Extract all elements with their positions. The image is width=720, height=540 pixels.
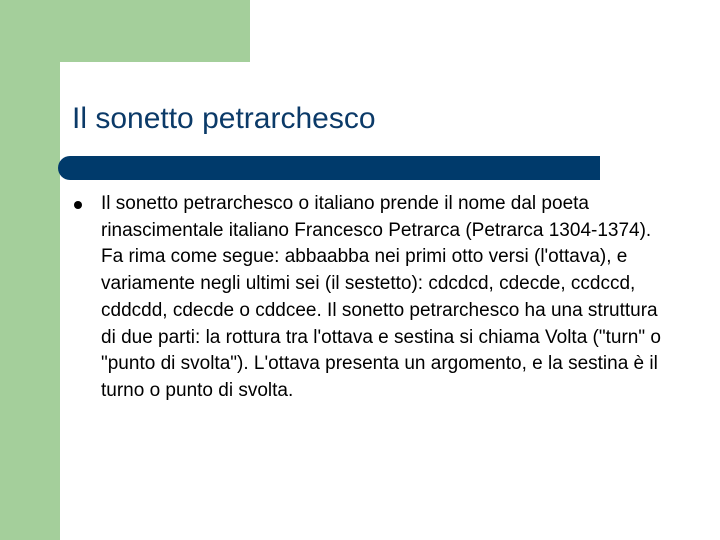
bullet-marker — [74, 201, 82, 209]
decorative-green-strip — [0, 0, 60, 540]
slide-title: Il sonetto petrarchesco — [72, 102, 376, 135]
decorative-green-block — [0, 0, 250, 62]
title-underline-bar — [58, 156, 600, 180]
bullet-text: Il sonetto petrarchesco o italiano prende il nome dal poeta rinascimentale italiano Francesco Petrarca (Petrarca 1304-1374). Fa rima come segue: abbaabba nei primi otto versi (l'ottava), e variamente negli ultimi sei (il sestetto): cdcdcd, cdecde, ccdccd, cddcdd, cdecde o cddcee. Il sonetto petrarchesco ha una struttura di due parti: la rottura tra l'ottava e sestina si chiama Volta ("turn" o "punto di svolta"). L'ottava presenta un argomento, e la sestina è il turno o punto di svolta. — [101, 193, 661, 401]
